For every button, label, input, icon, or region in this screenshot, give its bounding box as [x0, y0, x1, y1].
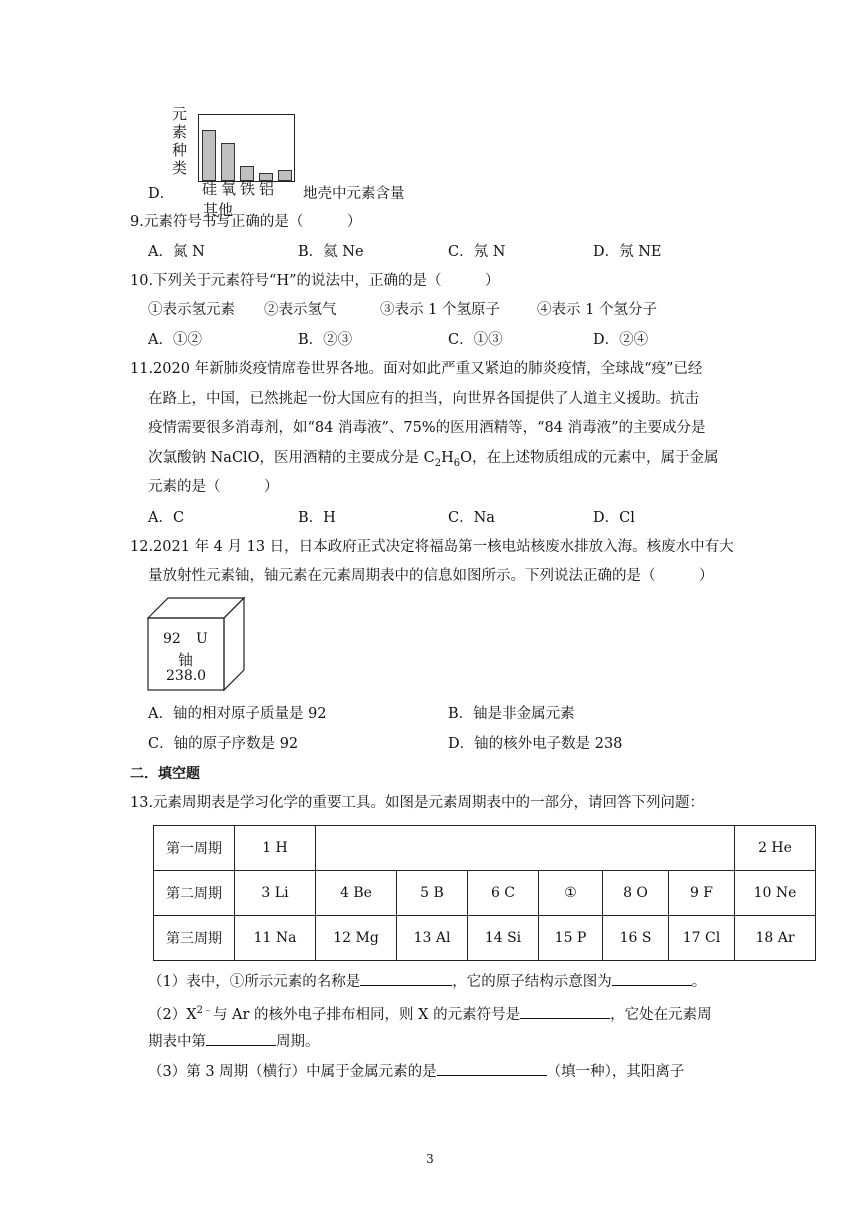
q11-text: 次氯酸钠 NaClO，医用酒精的主要成分是 C — [148, 450, 435, 466]
x-tick-label: 氧 — [220, 180, 236, 198]
q12-line: 12.2021 年 4 月 13 日，日本政府正式决定将福岛第一核电站核废水排放入海。核废水中有大 — [130, 539, 734, 555]
answer-blank[interactable] — [360, 971, 452, 986]
q13-text: ，它处在元素周 — [610, 1006, 712, 1023]
table-row — [154, 916, 816, 961]
q10-statement: ②表示氢气 — [264, 302, 337, 318]
element-cell: 15 P — [539, 916, 603, 961]
answer-blank[interactable] — [437, 1061, 547, 1076]
q12-option-b[interactable]: B．铀是非金属元素 — [448, 706, 575, 722]
element-cell: 3 Li — [235, 871, 316, 916]
q10-option-a[interactable]: A．①② — [148, 332, 202, 348]
q9-option-d[interactable]: D．氖 NE — [593, 244, 662, 260]
element-cell-blank: ① — [539, 871, 603, 916]
atomic-number: 92 — [163, 631, 181, 647]
periodic-table-excerpt — [153, 825, 816, 961]
q11-line: 元素的是（ ） — [148, 479, 279, 495]
q11-text: O，在上述物质组成的元素中，属于金属 — [460, 450, 719, 466]
bar-硅 — [202, 130, 216, 181]
q11-option-b[interactable]: B．H — [298, 510, 336, 526]
q13-stem: 13.元素周期表是学习化学的重要工具。如图是元素周期表中的一部分，请回答下列问题： — [130, 795, 705, 811]
q13-text: 与 Ar 的核外电子排布相同，则 X 的元素符号是 — [212, 1006, 521, 1023]
element-symbol: U — [196, 631, 208, 647]
y-axis-label-char: 元 — [172, 105, 188, 123]
q13-text: 。 — [691, 974, 707, 990]
q13-text: （2）X — [148, 1006, 197, 1023]
x-tick-label: 其他 — [202, 201, 233, 219]
y-axis-label-char: 种 — [172, 141, 188, 159]
element-cell: 2 He — [735, 826, 816, 871]
table-row — [154, 826, 816, 871]
section-title: 二．填空题 — [130, 766, 200, 782]
element-cell: 5 B — [397, 871, 468, 916]
q13-sub2-line2 — [148, 1031, 320, 1052]
element-name: 铀 — [178, 651, 194, 669]
q9-stem: 9.元素符号书写正确的是（ ） — [130, 214, 362, 230]
x-tick-label: 铁 — [239, 180, 255, 198]
element-cell: 1 H — [235, 826, 316, 871]
element-cell: 10 Ne — [735, 871, 816, 916]
answer-blank[interactable] — [520, 1004, 610, 1019]
atomic-mass: 238.0 — [166, 668, 207, 684]
page-number: 3 — [426, 1152, 434, 1166]
bar-氧 — [221, 143, 235, 181]
q8-option-d-label: D． — [148, 186, 175, 202]
period-label: 第二周期 — [154, 871, 235, 916]
answer-blank[interactable] — [612, 971, 692, 986]
uranium-element-card — [146, 596, 246, 692]
q12-option-a[interactable]: A．铀的相对原子质量是 92 — [148, 706, 327, 722]
q13-text: （3）第 3 周期（横行）中属于金属元素的是 — [148, 1064, 437, 1080]
element-cell: 17 Cl — [669, 916, 735, 961]
q8-chart-caption: 地壳中元素含量 — [303, 186, 405, 202]
q10-stem: 10.下列关于元素符号“H”的说法中，正确的是（ ） — [130, 273, 500, 289]
superscript: 2﹣ — [196, 1005, 213, 1016]
q11-line: 疫情需要很多消毒剂，如“84 消毒液”、75%的医用酒精等，“84 消毒液”的主要成分是 — [148, 420, 706, 436]
element-content-bar-chart — [172, 105, 296, 219]
q13-sub2 — [148, 1001, 712, 1025]
subscript: 2 — [434, 457, 442, 469]
q9-option-b[interactable]: B．氦 Ne — [298, 244, 364, 260]
element-cell: 9 F — [669, 871, 735, 916]
q10-option-d[interactable]: D．②④ — [593, 332, 649, 348]
q13-text: ，它的原子结构示意图为 — [452, 974, 612, 990]
q13-text: 期表中第 — [148, 1034, 206, 1050]
q9-option-a[interactable]: A．氮 N — [148, 244, 205, 260]
q12-line: 量放射性元素铀，铀元素在元素周期表中的信息如图所示。下列说法正确的是（ ） — [148, 568, 714, 584]
table-row — [154, 871, 816, 916]
element-cell: 8 O — [603, 871, 669, 916]
element-cell: 16 S — [603, 916, 669, 961]
element-cell: 6 C — [468, 871, 539, 916]
element-cell: 14 Si — [468, 916, 539, 961]
q12-option-c[interactable]: C．铀的原子序数是 92 — [148, 736, 299, 752]
period-label: 第一周期 — [154, 826, 235, 871]
q11-option-d[interactable]: D．Cl — [593, 510, 635, 526]
q10-option-b[interactable]: B．②③ — [298, 332, 353, 348]
q13-sub1 — [148, 971, 706, 992]
q10-statement: ③表示 1 个氢原子 — [380, 302, 500, 318]
x-tick-label: 铝 — [258, 180, 274, 198]
x-tick-label: 硅 — [201, 180, 217, 198]
q11-option-a[interactable]: A．C — [148, 510, 185, 526]
element-cell: 18 Ar — [735, 916, 816, 961]
element-cell: 11 Na — [235, 916, 316, 961]
q11-line: 在路上，中国，已然挑起一份大国应有的担当，向世界各国提供了人道主义援助。抗击 — [148, 391, 699, 407]
y-axis-label-char: 类 — [172, 159, 188, 177]
q10-option-c[interactable]: C．①③ — [448, 332, 503, 348]
element-cell: 4 Be — [316, 871, 397, 916]
subscript: 6 — [453, 457, 461, 469]
q9-option-c[interactable]: C．氖 N — [448, 244, 506, 260]
q11-text: H — [441, 450, 454, 466]
q13-text: （填一种），其阳离子 — [546, 1064, 685, 1080]
q11-option-c[interactable]: C．Na — [448, 510, 495, 526]
element-cell: 13 Al — [397, 916, 468, 961]
q11-line — [148, 448, 719, 474]
q13-sub3 — [148, 1061, 684, 1082]
q10-statement: ④表示 1 个氢分子 — [537, 302, 657, 318]
y-axis-label-char: 素 — [172, 123, 188, 141]
q12-option-d[interactable]: D．铀的核外电子数是 238 — [448, 736, 623, 752]
q13-text: （1）表中，①所示元素的名称是 — [148, 974, 361, 990]
period-label: 第三周期 — [154, 916, 235, 961]
q11-line: 11.2020 年新肺炎疫情席卷世界各地。面对如此严重又紧迫的肺炎疫情，全球战“疫”已经 — [130, 361, 703, 377]
chart-plot-area — [198, 114, 295, 182]
answer-blank[interactable] — [206, 1031, 276, 1046]
q13-text: 周期。 — [276, 1034, 320, 1050]
element-cell: 12 Mg — [316, 916, 397, 961]
q10-statement: ①表示氢元素 — [148, 302, 235, 318]
empty-cell — [316, 826, 735, 871]
